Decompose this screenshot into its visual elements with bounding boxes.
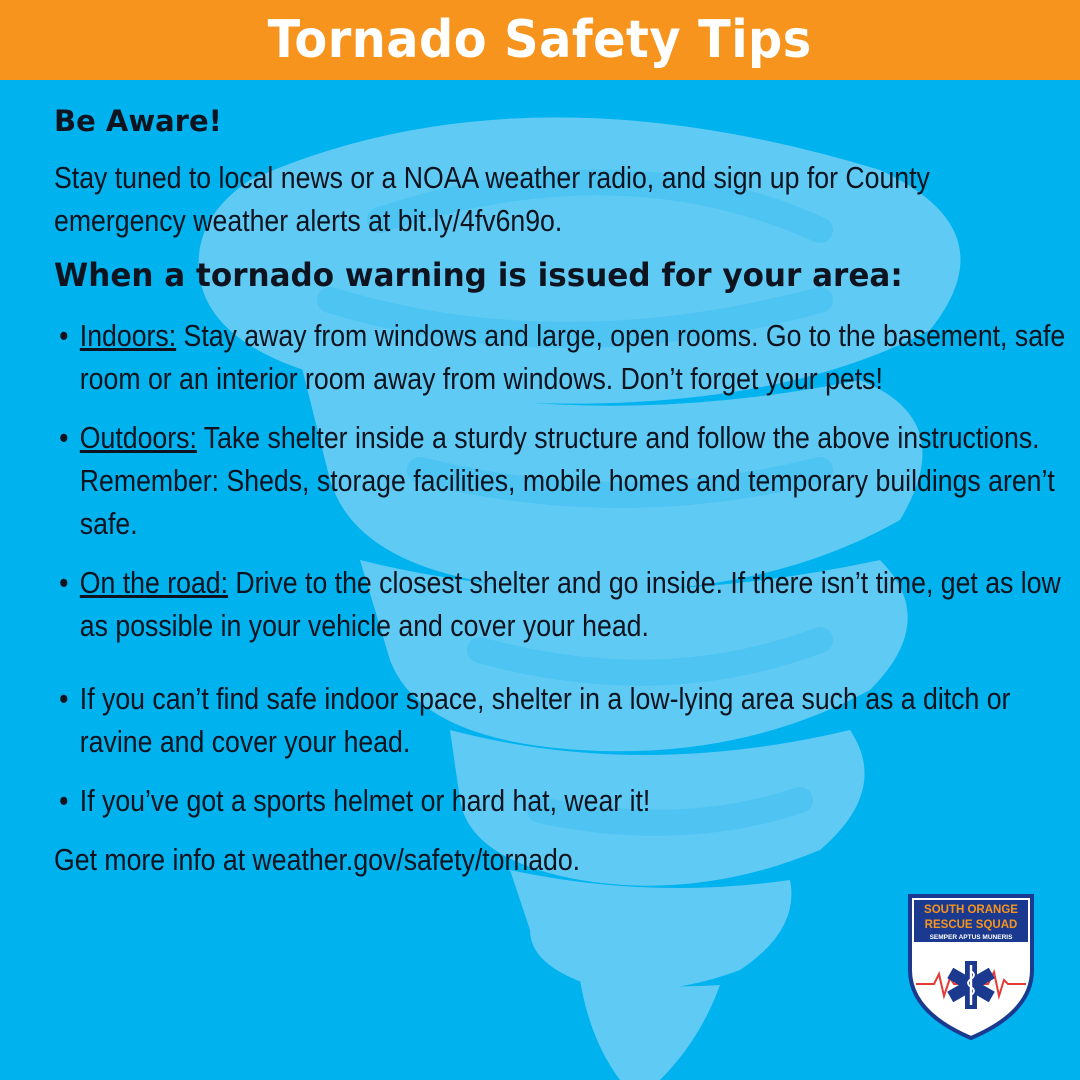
bullet-icon: • bbox=[59, 318, 69, 353]
footer-text: Get more info at weather.gov/safety/tornado. bbox=[54, 842, 581, 877]
tip-text: If you’ve got a sports helmet or hard hat, wear it! bbox=[79, 783, 651, 818]
page-title: Tornado Safety Tips bbox=[267, 10, 813, 70]
tip-helmet bbox=[54, 779, 1069, 822]
bullet-icon: • bbox=[59, 681, 69, 716]
bullet-icon: • bbox=[59, 783, 69, 818]
tip-label: Indoors: bbox=[79, 318, 177, 353]
tip-on-the-road bbox=[54, 561, 1069, 647]
tip-text: Take shelter inside a sturdy structure and follow the above instructions. Remember: Sheds, storage facilities, mobile homes and temporary buildings aren’t safe. bbox=[79, 420, 1055, 541]
rescue-squad-logo bbox=[904, 892, 1038, 1042]
bullet-icon: • bbox=[59, 420, 69, 455]
tips-list bbox=[54, 314, 1066, 822]
bullet-icon: • bbox=[59, 565, 69, 600]
main-content bbox=[54, 104, 1066, 881]
warning-heading: When a tornado warning is issued for your area: bbox=[54, 256, 903, 294]
tip-text: Drive to the closest shelter and go inside. If there isn’t time, get as low as possible in your vehicle and cover your head. bbox=[79, 565, 1061, 643]
tip-outdoors bbox=[54, 416, 1069, 545]
tip-low-lying-area bbox=[54, 677, 1069, 763]
tip-text: If you can’t find safe indoor space, shelter in a low-lying area such as a ditch or ravine and cover your head. bbox=[79, 681, 1011, 759]
tip-label: On the road: bbox=[79, 565, 229, 600]
badge-motto: SEMPER APTUS MUNERIS bbox=[929, 934, 1013, 941]
be-aware-text: Stay tuned to local news or a NOAA weather radio, and sign up for County emergency weather alerts at bit.ly/4fv6n9o. bbox=[54, 160, 930, 238]
header-banner bbox=[0, 0, 1080, 80]
tip-text: Stay away from windows and large, open rooms. Go to the basement, safe room or an interior room away from windows. Don’t forget your pets! bbox=[79, 318, 1066, 396]
tip-indoors bbox=[54, 314, 1069, 400]
badge-line-2: RESCUE SQUAD bbox=[924, 919, 1018, 931]
be-aware-heading: Be Aware! bbox=[54, 104, 222, 138]
tip-label: Outdoors: bbox=[79, 420, 197, 455]
badge-line-1: SOUTH ORANGE bbox=[924, 904, 1018, 916]
